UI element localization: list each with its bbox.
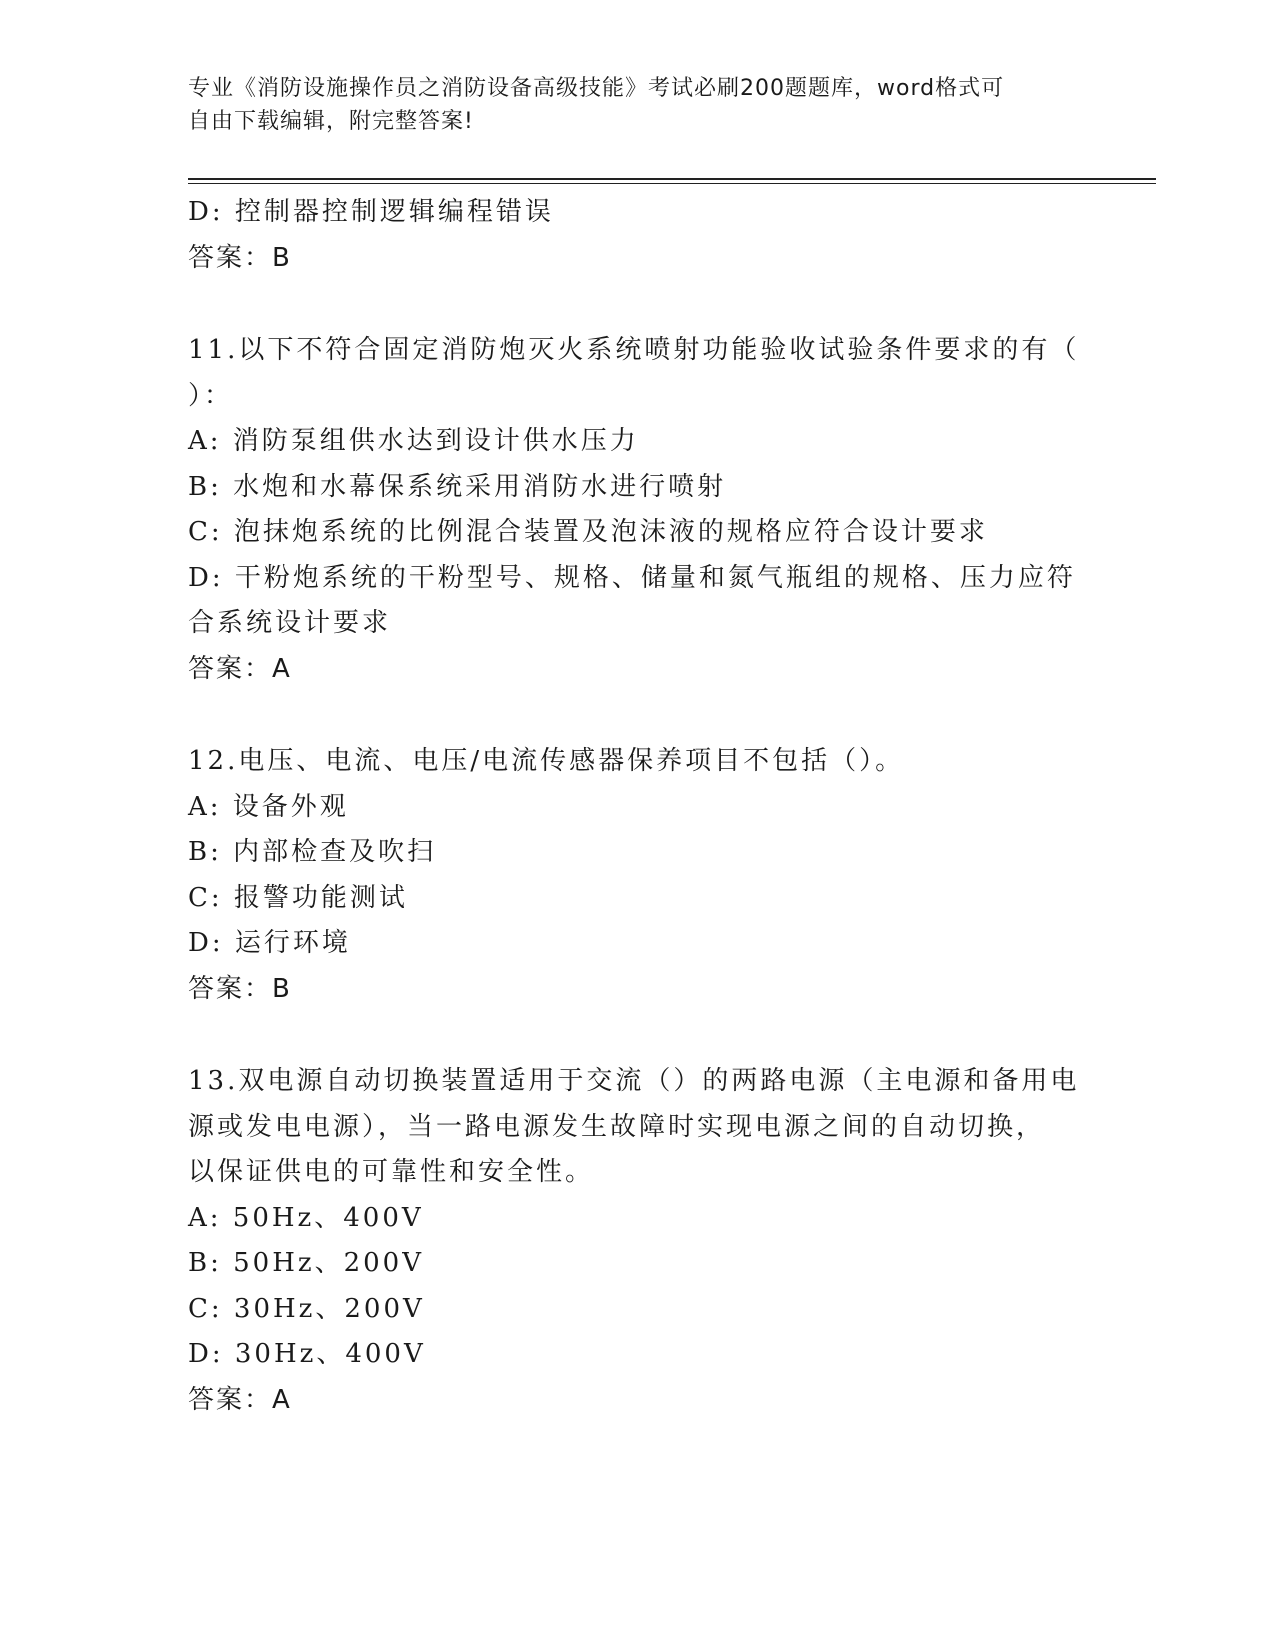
spacer bbox=[188, 1012, 1088, 1059]
header-divider-thin bbox=[188, 183, 1156, 184]
question-stem: 12.电压、电流、电压/电流传感器保养项目不包括（）。 bbox=[188, 746, 905, 776]
option-a: A: 消防泵组供水达到设计供水压力 bbox=[188, 426, 639, 456]
question-stem-continued: ）： bbox=[188, 380, 234, 411]
header-title-line-1: 专业《消防设施操作员之消防设备高级技能》考试必刷200题题库，word格式可 bbox=[188, 76, 1005, 101]
spacer bbox=[188, 281, 1088, 328]
document-body bbox=[188, 190, 1088, 1423]
answer-line: 答案：A bbox=[188, 1384, 292, 1415]
question-block-previous bbox=[188, 190, 1088, 281]
header-title-line-2: 自由下载编辑，附完整答案! bbox=[188, 109, 474, 134]
page-header bbox=[188, 72, 1068, 138]
answer-line: 答案：B bbox=[188, 242, 292, 273]
option-d-continued: 合系统设计要求 bbox=[188, 608, 392, 638]
option-d: D: 运行环境 bbox=[188, 928, 351, 958]
option-c: C: 30Hz、200V bbox=[188, 1293, 425, 1324]
option-b: B: 内部检查及吹扫 bbox=[188, 837, 437, 867]
option-b: B: 水炮和水幕保系统采用消防水进行喷射 bbox=[188, 471, 727, 502]
question-block-11 bbox=[188, 328, 1088, 692]
question-stem-continued: 源或发电电源），当一路电源发生故障时实现电源之间的自动切换， bbox=[188, 1111, 1046, 1142]
question-stem: 11.以下不符合固定消防炮灭火系统喷射功能验收试验条件要求的有（ bbox=[188, 335, 1080, 365]
question-stem-continued: 以保证供电的可靠性和安全性。 bbox=[188, 1157, 595, 1187]
header-divider-thick bbox=[188, 178, 1156, 180]
spacer bbox=[188, 692, 1088, 739]
option-d: D: 30Hz、400V bbox=[188, 1339, 426, 1369]
question-stem: 13.双电源自动切换装置适用于交流（）的两路电源（主电源和备用电 bbox=[188, 1066, 1080, 1096]
option-a: A: 50Hz、400V bbox=[188, 1202, 424, 1233]
option-d: D: 控制器控制逻辑编程错误 bbox=[188, 197, 554, 227]
answer-line: 答案：B bbox=[188, 973, 292, 1004]
question-block-13 bbox=[188, 1059, 1088, 1423]
option-c: C: 报警功能测试 bbox=[188, 882, 408, 913]
question-block-12 bbox=[188, 739, 1088, 1012]
option-a: A: 设备外观 bbox=[188, 791, 349, 822]
answer-line: 答案：A bbox=[188, 653, 292, 684]
option-b: B: 50Hz、200V bbox=[188, 1248, 424, 1278]
option-d: D: 干粉炮系统的干粉型号、规格、储量和氮气瓶组的规格、压力应符 bbox=[188, 562, 1076, 593]
option-c: C: 泡抹炮系统的比例混合装置及泡沫液的规格应符合设计要求 bbox=[188, 517, 988, 547]
